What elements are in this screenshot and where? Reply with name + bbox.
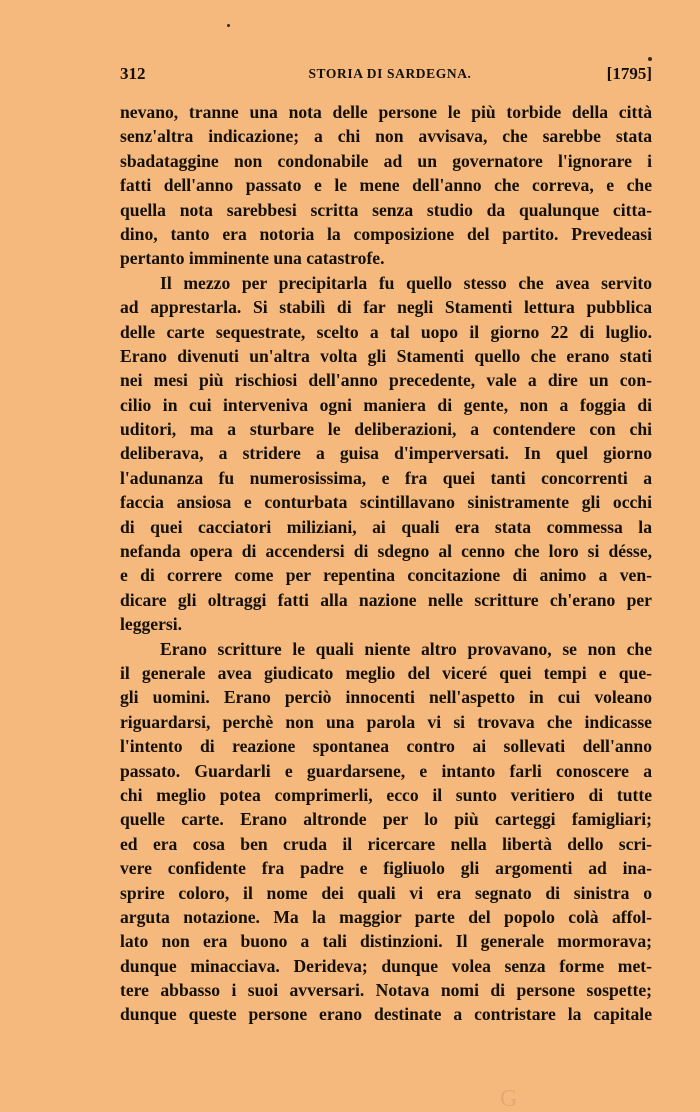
text-line: nevano, tranne una nota delle persone le più torbide della città — [120, 102, 652, 122]
text-line: di quei cacciatori miliziani, ai quali era stata commessa la — [120, 516, 652, 537]
text-line: leggersi. — [120, 614, 183, 635]
text-line: sbadataggine non condonabile ad un governatore l'ignorare i — [120, 150, 652, 171]
text-line: dunque minacciava. Derideva; dunque volea senza forme met- — [120, 955, 652, 976]
text-line: Erano divenuti un'altra volta gli Stamenti quello che erano stati — [120, 345, 652, 366]
text-line: arguta notazione. Ma la maggior parte del popolo colà affol- — [120, 906, 652, 927]
text-line: chi meglio potea comprimerli, ecco il sunto veritiero di tutte — [120, 784, 652, 805]
text-line: faccia ansiosa e conturbata scintillavano sinistramente gli occhi — [120, 492, 652, 513]
text-line: quella nota sarebbesi scritta senza studio da qualunque citta- — [120, 199, 652, 220]
text-line: dicare gli oltraggi fatti alla nazione nelle scritture ch'erano per — [120, 589, 652, 610]
text-line: vere confidente fra padre e figliuolo gli argomenti ad ina- — [120, 858, 652, 879]
running-title: STORIA DI SARDEGNA. — [308, 66, 472, 81]
ink-speck — [227, 24, 230, 27]
text-line: fatti dell'anno passato e le mene dell'anno che correva, e che — [120, 175, 652, 196]
paragraph-first-line: Il mezzo per precipitarla fu quello stesso che avea servito — [160, 272, 652, 293]
faded-watermark: G — [500, 1086, 518, 1112]
text-line: senz'altra indicazione; a chi non avvisava, che sarebbe stata — [120, 126, 652, 147]
text-line: uditori, ma a sturbare le deliberazioni, a contendere con chi — [120, 419, 652, 440]
text-line: e di correre come per repentina concitazione di animo a ven- — [120, 565, 652, 586]
ink-speck — [648, 57, 652, 61]
text-line: l'adunanza fu numerosissima, e fra quei tanti concorrenti a — [120, 467, 652, 488]
text-line: nefanda opera di accendersi di sdegno al cenno che loro si désse, — [120, 541, 652, 562]
text-line: quelle carte. Erano altronde per lo più carteggi famigliari; — [120, 809, 652, 830]
page-number: 312 — [120, 64, 146, 83]
page-header — [120, 64, 652, 90]
text-line: ad apprestarla. Si stabilì di far negli Stamenti lettura pubblica — [120, 297, 652, 318]
text-line: nei mesi più rischiosi dell'anno precedente, vale a dire un con- — [120, 370, 652, 391]
text-line: lato non era buono a tali distinzioni. Il generale mormorava; — [120, 931, 652, 952]
header-year: [1795] — [606, 64, 652, 83]
text-line: pertanto imminente una catastrofe. — [120, 248, 385, 269]
body-text — [120, 100, 652, 1027]
text-line: deliberava, a stridere a guisa d'imperversati. In quel giorno — [120, 443, 652, 464]
text-line: riguardarsi, perchè non una parola vi si trovava che indicasse — [120, 711, 652, 732]
paragraph-first-line: Erano scritture le quali niente altro provavano, se non che — [160, 638, 652, 659]
text-line: delle carte sequestrate, scelto a tal uopo il giorno 22 di luglio. — [120, 321, 652, 342]
text-line: gli uomini. Erano perciò innocenti nell'aspetto in cui voleano — [120, 687, 652, 708]
text-line: ed era cosa ben cruda il ricercare nella libertà dello scri- — [120, 833, 652, 854]
text-line: l'intento di reazione spontanea contro ai sollevati dell'anno — [120, 736, 652, 757]
text-line: passato. Guardarli e guardarsene, e intanto farli conoscere a — [120, 760, 652, 781]
text-line: il generale avea giudicato meglio del viceré quei tempi e que- — [120, 662, 652, 683]
text-line: dino, tanto era notoria la composizione del partito. Prevedeasi — [120, 223, 652, 244]
text-line: sprire coloro, il nome dei quali vi era segnato di sinistra o — [120, 882, 652, 903]
text-line: dunque queste persone erano destinate a contristare la capitale — [120, 1004, 652, 1025]
text-line: tere abbasso i suoi avversari. Notava nomi di persone sospette; — [120, 980, 652, 1001]
text-line: cilio in cui interveniva ogni maniera di gente, non a foggia di — [120, 394, 652, 415]
